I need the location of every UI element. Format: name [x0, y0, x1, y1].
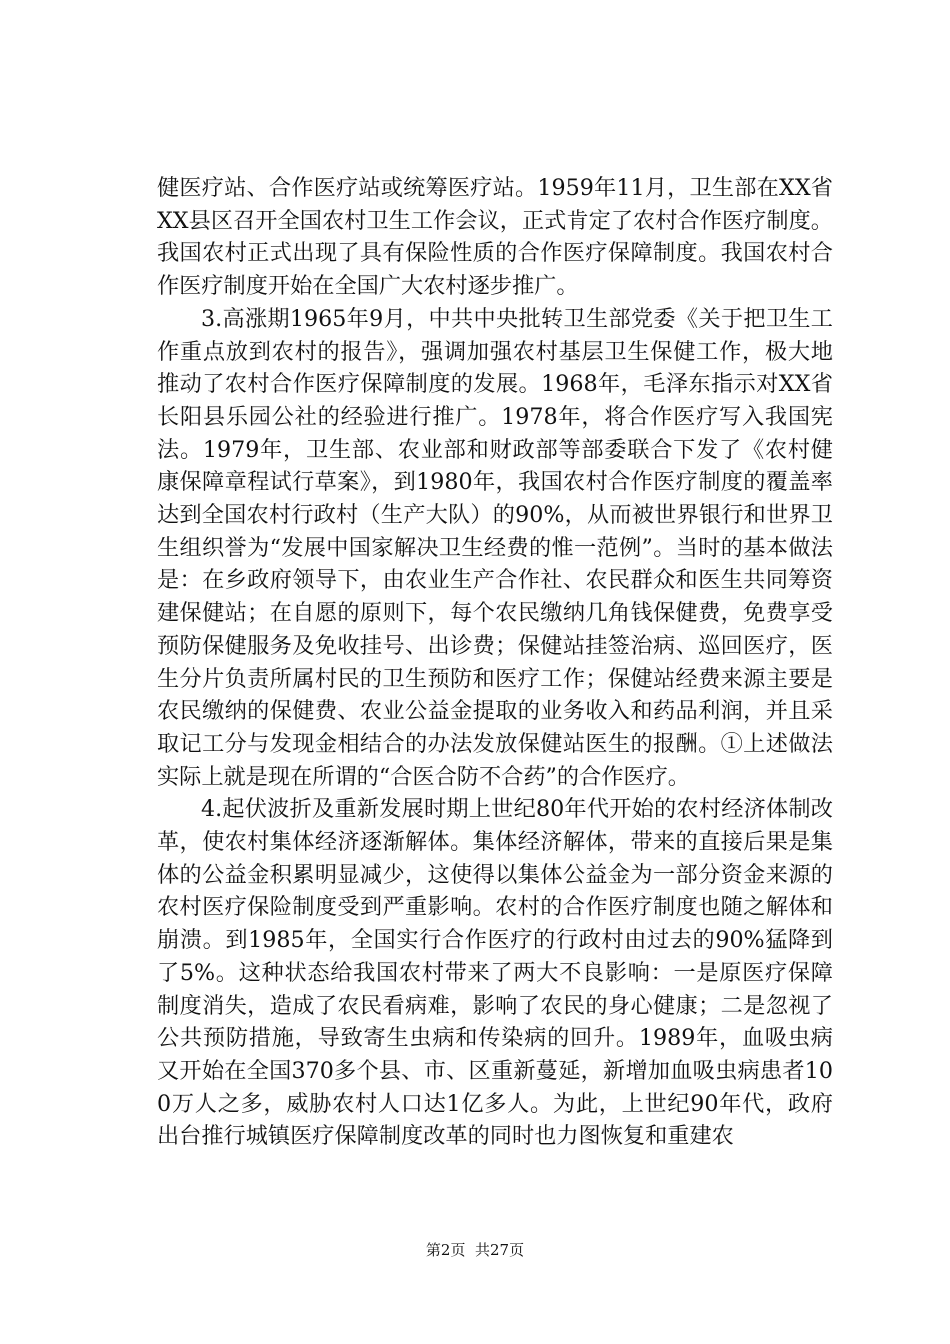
page-number-footer: 第2页 共27页 [425, 1241, 525, 1259]
paragraph-section-3: 3.高涨期1965年9月，中共中央批转卫生部党委《关于把卫生工作重点放到农村的报告》，强调加强农村基层卫生保健工作，极大地推动了农村合作医疗保障制度的发展。1968年，毛泽东指示对XX省长阳县乐园公社的经验进行推广。1978年，将合作医疗写入我国宪法。1979年，卫生部、农业部和财政部等部委联合下发了《农村健康保障章程试行草案》，到1980年，我国农村合作医疗制度的覆盖率达到全国农村行政村（生产大队）的90%，从而被世界银行和世界卫生组织誉为“发展中国家解决卫生经费的惟一范例”。当时的基本做法是：在乡政府领导下，由农业生产合作社、农民群众和医生共同筹资建保健站；在自愿的原则下，每个农民缴纳几角钱保健费，免费享受预防保健服务及免收挂号、出诊费；保健站挂签治病、巡回医疗，医生分片负责所属村民的卫生预防和医疗工作；保健站经费来源主要是农民缴纳的保健费、农业公益金提取的业务收入和药品利润，并且采取记工分与发现金相结合的办法发放保健站医生的报酬。①上述做法实际上就是现在所谓的“合医合防不合药”的合作医疗。 [157, 305, 833, 790]
paragraph-continuation: 健医疗站、合作医疗站或统筹医疗站。1959年11月，卫生部在XX省XX县区召开全国农村卫生工作会议，正式肯定了农村合作医疗制度。我国农村正式出现了具有保险性质的合作医疗保障制度。我国农村合作医疗制度开始在全国广大农村逐步推广。 [157, 175, 833, 300]
paragraph-section-4: 4.起伏波折及重新发展时期上世纪80年代开始的农村经济体制改革，使农村集体经济逐渐解体。集体经济解体，带来的直接后果是集体的公益金积累明显减少，这使得以集体公益金为一部分资金来源的农村医疗保险制度受到严重影响。农村的合作医疗制度也随之解体和崩溃。到1985年，全国实行合作医疗的行政村由过去的90%猛降到了5%。这种状态给我国农村带来了两大不良影响：一是原医疗保障制度消失，造成了农民看病难，影响了农民的身心健康；二是忽视了公共预防措施，导致寄生虫病和传染病的回升。1989年，血吸虫病又开始在全国370多个县、市、区重新蔓延，新增加血吸虫病患者100万人之多，威胁农村人口达1亿多人。为此，上世纪90年代，政府出台推行城镇医疗保障制度改革的同时也力图恢复和重建农 [157, 796, 833, 1150]
document-body [157, 172, 833, 1153]
